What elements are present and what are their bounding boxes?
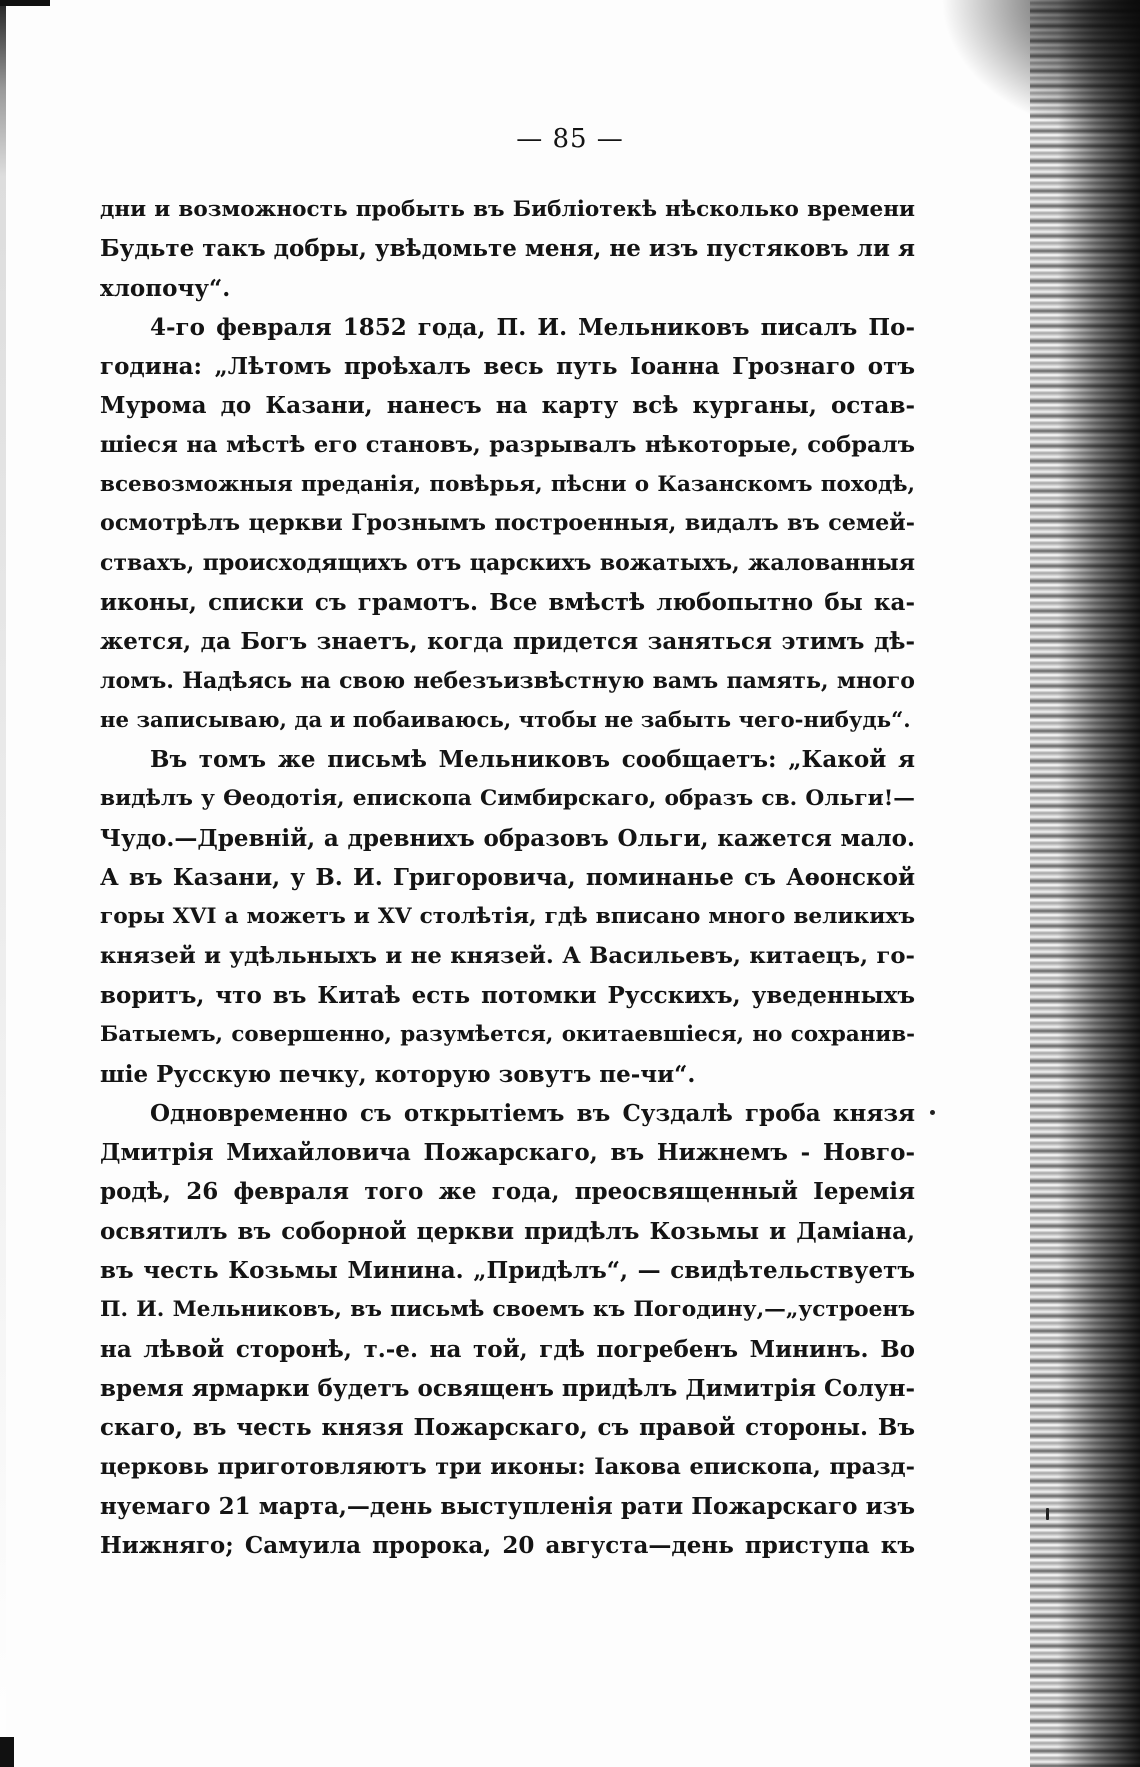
text-line: на лѣвой сторонѣ, т.-е. на той, гдѣ погребенъ Мининъ. Во [100, 1335, 915, 1363]
scan-edge-left [0, 0, 6, 1767]
page-number: — 85 — [516, 124, 624, 154]
text-line: хлопочу“. [100, 274, 231, 302]
text-line: Дмитрія Михайловича Пожарскаго, въ Нижнемъ - Новго- [100, 1139, 915, 1167]
text-line: година: „Лѣтомъ проѣхалъ весь путь Іоанна Грознаго отъ [100, 353, 915, 381]
scan-speck [930, 1110, 935, 1115]
text-line: иконы, списки съ грамотъ. Все вмѣстѣ любопытно бы ка- [100, 588, 915, 616]
text-line: воритъ, что въ Китаѣ есть потомки Русскихъ, уведенныхъ [100, 981, 915, 1009]
paragraph-1 [100, 190, 915, 308]
text-line: церковь приготовляютъ три иконы: Іакова епископа, празд- [100, 1453, 915, 1480]
text-line: ломъ. Надѣясь на свою небезъизвѣстную вамъ память, много [100, 667, 915, 694]
text-line: родѣ, 26 февраля того же года, преосвященный Іеремія [100, 1178, 915, 1206]
text-line: Мурома до Казани, нанесъ на карту всѣ курганы, остав- [100, 392, 915, 420]
text-line: видѣлъ у Ѳеодотія, епископа Симбирскаго, образъ св. Ольги!— [100, 786, 915, 812]
text-line: освятилъ въ соборной церкви придѣлъ Козьмы и Даміана, [100, 1217, 915, 1245]
text-line: скаго, въ честь князя Пожарскаго, съ правой стороны. Въ [100, 1414, 915, 1442]
text-line: не записываю, да и побаиваюсь, чтобы не забыть чего-нибудь“. [100, 707, 911, 733]
text-line: Одновременно съ открытіемъ въ Суздалѣ гроба князя [150, 1099, 915, 1127]
text-line: въ честь Козьмы Минина. „Придѣлъ“, — свидѣтельствуетъ [100, 1257, 915, 1285]
text-line: жется, да Богъ знаетъ, когда придется заняться этимъ дѣ- [100, 628, 915, 656]
body-text [100, 190, 915, 1565]
text-line: А въ Казани, у В. И. Григоровича, поминанье съ Аѳонской [100, 864, 915, 892]
text-line: нуемаго 21 марта,—день выступленія рати Пожарскаго изъ [100, 1492, 915, 1520]
paragraph-3 [100, 740, 915, 1094]
text-line: Батыемъ, совершенно, разумѣется, окитаевшіеся, но сохранив- [100, 1022, 915, 1048]
scan-corner-bottom-left [0, 1737, 14, 1767]
text-line: дни и возможность пробыть въ Библіотекѣ нѣсколько времени [100, 197, 915, 222]
paragraph-2 [100, 308, 915, 740]
paragraph-4 [100, 1094, 915, 1566]
text-line: князей и удѣльныхъ и не князей. А Васильевъ, китаецъ, го- [100, 942, 915, 969]
text-line: всевозможныя преданія, повѣрья, пѣсни о Казанскомъ походѣ, [100, 472, 915, 498]
text-line: П. И. Мельниковъ, въ письмѣ своемъ къ Погодину,—„устроенъ [100, 1297, 915, 1323]
text-line: шіеся на мѣстѣ его становъ, разрывалъ нѣкоторые, собралъ [100, 431, 915, 458]
text-line: шіе Русскую печку, которую зовутъ пе-чи“. [100, 1060, 696, 1088]
text-line: 4-го февраля 1852 года, П. И. Мельниковъ писалъ По- [150, 313, 915, 341]
text-line: время ярмарки будетъ освященъ придѣлъ Димитрія Солун- [100, 1374, 915, 1402]
text-line: Въ томъ же письмѣ Мельниковъ сообщаетъ: „Какой я [150, 746, 915, 774]
scan-edge-right [1030, 0, 1140, 1767]
text-line: Нижняго; Самуила пророка, 20 августа—день приступа къ [100, 1532, 915, 1560]
text-line: горы XVI а можетъ и XV столѣтія, гдѣ вписано много великихъ [100, 904, 915, 930]
text-line: Будьте такъ добры, увѣдомьте меня, не изъ пустяковъ ли я [100, 235, 915, 263]
scan-edge-right-top [940, 0, 1140, 140]
scan-speck [1046, 1508, 1049, 1520]
scan-corner-top-left [0, 0, 50, 6]
text-line: Чудо.—Древній, а древнихъ образовъ Ольги, кажется мало. [100, 824, 915, 852]
text-line: ствахъ, происходящихъ отъ царскихъ вожатыхъ, жалованныя [100, 549, 915, 576]
text-line: осмотрѣлъ церкви Грознымъ построенныя, видалъ въ семей- [100, 510, 915, 537]
